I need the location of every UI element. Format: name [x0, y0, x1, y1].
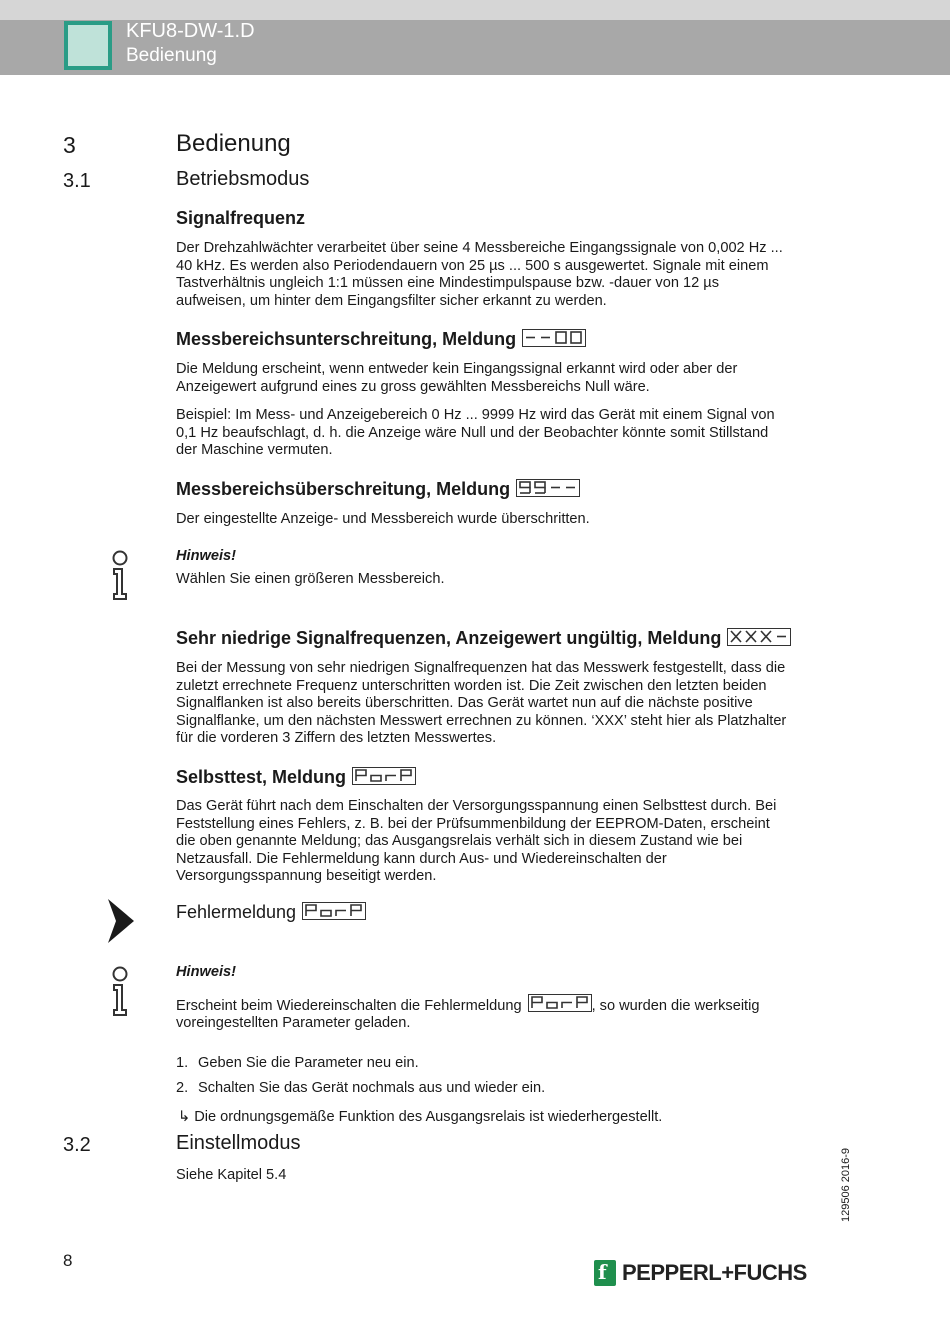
ueberschreitung-heading: Messbereichsüberschreitung, Meldung	[176, 479, 580, 500]
result-arrow-icon: ↳	[178, 1109, 191, 1125]
list-item: 2. Schalten Sie das Gerät nochmals aus und wieder ein.	[176, 1080, 546, 1096]
niedrig-heading: Sehr niedrige Signalfrequenzen, Anzeigewert ungültig, Meldung	[176, 628, 791, 649]
result-line: ↳ Die ordnungsgemäße Funktion des Ausgangsrelais ist wiederhergestellt.	[178, 1109, 663, 1125]
display-over-range-icon	[516, 479, 580, 497]
unterschreitung-example: Beispiel: Im Mess- und Anzeigebereich 0 Hz ... 9999 Hz wird das Gerät mit einem Signal von 0,1 Hz beaufschlagt, d. h. die Anzeige wäre Null und der Beobachter könnte somit Stillstand der Maschine vermuten.	[176, 407, 775, 459]
hinweis-text: Wählen Sie einen größeren Messbereich.	[176, 571, 445, 587]
header-subtitle: Bedienung	[126, 45, 217, 66]
display-porp-icon	[352, 767, 416, 785]
signalfrequenz-heading: Signalfrequenz	[176, 208, 306, 228]
section-number: 3.1	[63, 170, 91, 192]
logo-mark-icon: f	[594, 1260, 616, 1286]
display-porp-icon	[528, 994, 592, 1012]
hinweis-text-line2: voreingestellten Parameter geladen.	[176, 1015, 411, 1031]
info-icon	[108, 550, 132, 602]
fehlermeldung-line: Fehlermeldung	[176, 902, 366, 923]
unterschreitung-heading: Messbereichsunterschreitung, Meldung	[176, 329, 586, 350]
hinweis-label: Hinweis!	[176, 548, 237, 564]
document-code: 129506 2016-9	[840, 1147, 852, 1222]
hinweis-text: Erscheint beim Wiedereinschalten die Fehlermeldung , so wurden die werkseitig	[176, 994, 836, 1016]
hinweis-label: Hinweis!	[176, 964, 237, 980]
section-text: Siehe Kapitel 5.4	[176, 1167, 287, 1183]
section-title: Betriebsmodus	[176, 168, 310, 190]
list-item: 1. Geben Sie die Parameter neu ein.	[176, 1055, 419, 1071]
section-number: 3.2	[63, 1134, 91, 1156]
page-number: 8	[63, 1251, 73, 1270]
display-invalid-icon	[727, 628, 791, 646]
triangle-arrow-icon	[106, 899, 134, 943]
top-strip	[0, 0, 950, 20]
signalfrequenz-text: Der Drehzahlwächter verarbeitet über seine 4 Messbereiche Eingangssignale von 0,002 Hz ... 40 kHz. Es werden also Periodendauern von 25 µs ... 500 s ausgewertet. Signale mit einem Tastverhältnis ungleich 1:1 müssen eine Mindestimpulspause bzw. -dauer von 12 µs aufweisen, um hinter dem Eingangsfilter sicher erkannt zu werden.	[176, 240, 783, 309]
chapter-number: 3	[63, 132, 76, 158]
selbsttest-text: Das Gerät führt nach dem Einschalten der Versorgungsspannung einen Selbsttest durch. Bei Feststellung eines Fehlers, z. B. bei der Prüfsummenbildung der EEPROM-Daten, erscheint die oben genannte Meldung; das Ausgangsrelais verhält sich in diesem Zustand wie bei Netzausfall. Die Fehlermeldung kann durch Aus- und Wiedereinschalten der Versorgungsspannung beseitigt werden.	[176, 798, 777, 885]
display-under-range-icon	[522, 329, 586, 347]
pepperl-fuchs-logo	[594, 1259, 807, 1287]
niedrig-text: Bei der Messung von sehr niedrigen Signalfrequenzen hat das Messwerk festgestellt, dass die zuletzt errechnete Frequenz unterschritten worden ist. Die Zeit zwischen den letzten beiden Signalflanken ist also bereits überschritten. Das Gerät wartet nun auf die nächste positive Signalflanke, um den nächsten Messwert errechnen zu können. ‘XXX’ steht hier als Platzhalter für die vorderen 3 Ziffern des letzten Messwertes.	[176, 660, 787, 747]
display-porp-icon	[302, 902, 366, 920]
selbsttest-heading: Selbsttest, Meldung	[176, 767, 416, 788]
logo-text: PEPPERL+FUCHS	[622, 1260, 807, 1285]
chapter-title: Bedienung	[176, 130, 291, 157]
ueberschreitung-text: Der eingestellte Anzeige- und Messbereich wurde überschritten.	[176, 511, 590, 527]
header-color-box	[64, 21, 112, 70]
unterschreitung-text: Die Meldung erscheint, wenn entweder kein Eingangssignal erkannt wird oder aber der Anzeigewert aufgrund eines zu gross gewählten Messbereichs Null wäre.	[176, 361, 738, 395]
info-icon	[108, 966, 132, 1018]
header-title: KFU8-DW-1.D	[126, 20, 255, 42]
section-title: Einstellmodus	[176, 1132, 301, 1154]
